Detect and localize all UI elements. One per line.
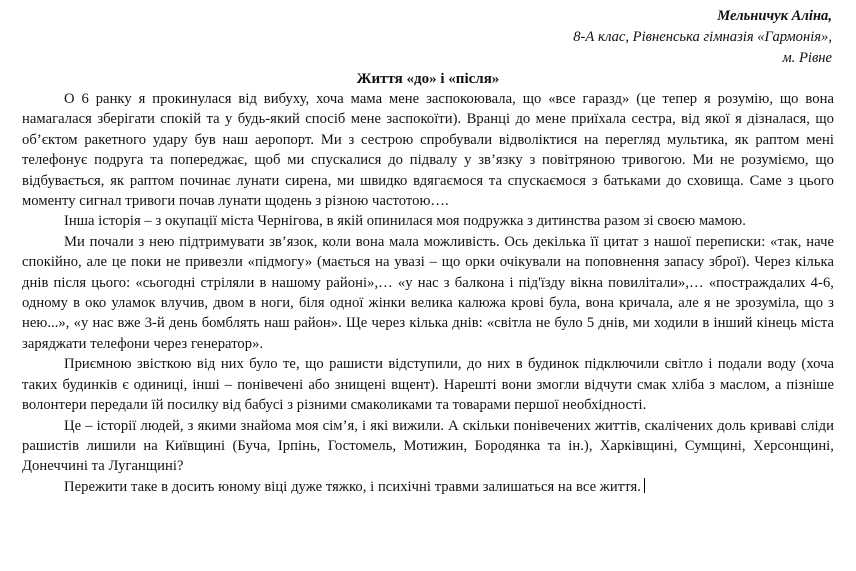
paragraph-2: Інша історія – з окупації міста Чернігова, в якій опинилася моя подружка з дитинства разом зі своєю мамою.: [64, 213, 746, 230]
author-class-school: 8-А клас, Рівненська гімназія «Гармонія»,: [573, 29, 832, 45]
paragraph-3: Ми почали з нею підтримувати зв’язок, коли вона мала можливість. Ось декілька її цитат з нашої переписки: «так, наче спокійно, але це поки не привезли «підмогу» (мається на увазі – що орки очікували на поповнення запасу зброї). Через кілька днів після цього: «сьогодні стріляли в нашому районі»,… «у нас з балкона і під'їзду вікна повилітали»,… «постраждалих 4-6, одному в око уламок влучив, двом в ноги, біля одної жінки велика калюжа крові була, вона кричала, але я не зрозуміла, що з нею...», «у нас вже 3-й день бомблять наш район». Ще через кілька днів: «світла не було 5 днів, ми ходили в інший кінець міста заряджати телефони через генератор».: [22, 233, 834, 352]
paragraph-4: Приємною звісткою від них було те, що рашисти відступили, до них в будинок підключили світло і подали воду (хоча таких будинків є одиниці, інші – понівечені або знищені вщент). Нарешті вони змогли відчути смак хліба з маслом, а пізніше волонтери передали їй посилку від бабусі з різними смаколиками та товарами першої необхідності.: [22, 356, 834, 414]
paragraph-1: О 6 ранку я прокинулася від вибуху, хоча мама мене заспокоювала, що «все гаразд» (це тепер я розумію, що вона намагалася зберігати спокій та у будь-який спосіб мене заспокоїти). Вранці до мене приїхала сестра, від якої я дізналася, що об’єктом ракетного удару був наш аеропорт. Ми з сестрою спробували відволіктися на перегляд мультика, як раптом мені телефонує подруга та попереджає, щоб ми спускалися до підвалу у зв’язку з повітряною тривогою. Ми не розуміємо, що відбувається, як раптом починає лунати сирена, ми швидко вдягаємося та спускаємося з батьками до сховища. Саме з цього моменту сигнал тривоги почав лунати щодень з різною частотою….: [22, 91, 834, 210]
author-name: Мельничук Аліна,: [717, 8, 832, 24]
author-block: [22, 6, 834, 69]
paragraph-6[interactable]: [22, 477, 834, 497]
text-cursor: [644, 478, 645, 493]
paragraph-5: Це – історії людей, з якими знайома моя сім’я, і які вижили. А скільки понівечених життів, скалічених доль криваві сліди рашистів лишили на Київщині (Буча, Ірпінь, Гостомель, Мотижин, Бородянка та ін.), Харківщині, Сумщині, Херсонщині, Донеччині та Луганщині?: [22, 417, 834, 475]
paragraph-6-text: Пережити таке в досить юному віці дуже тяжко, і психічні травми залишаться на все життя.: [64, 478, 641, 495]
document-title: Життя «до» і «після»: [356, 71, 500, 87]
author-city: м. Рівне: [782, 50, 832, 66]
